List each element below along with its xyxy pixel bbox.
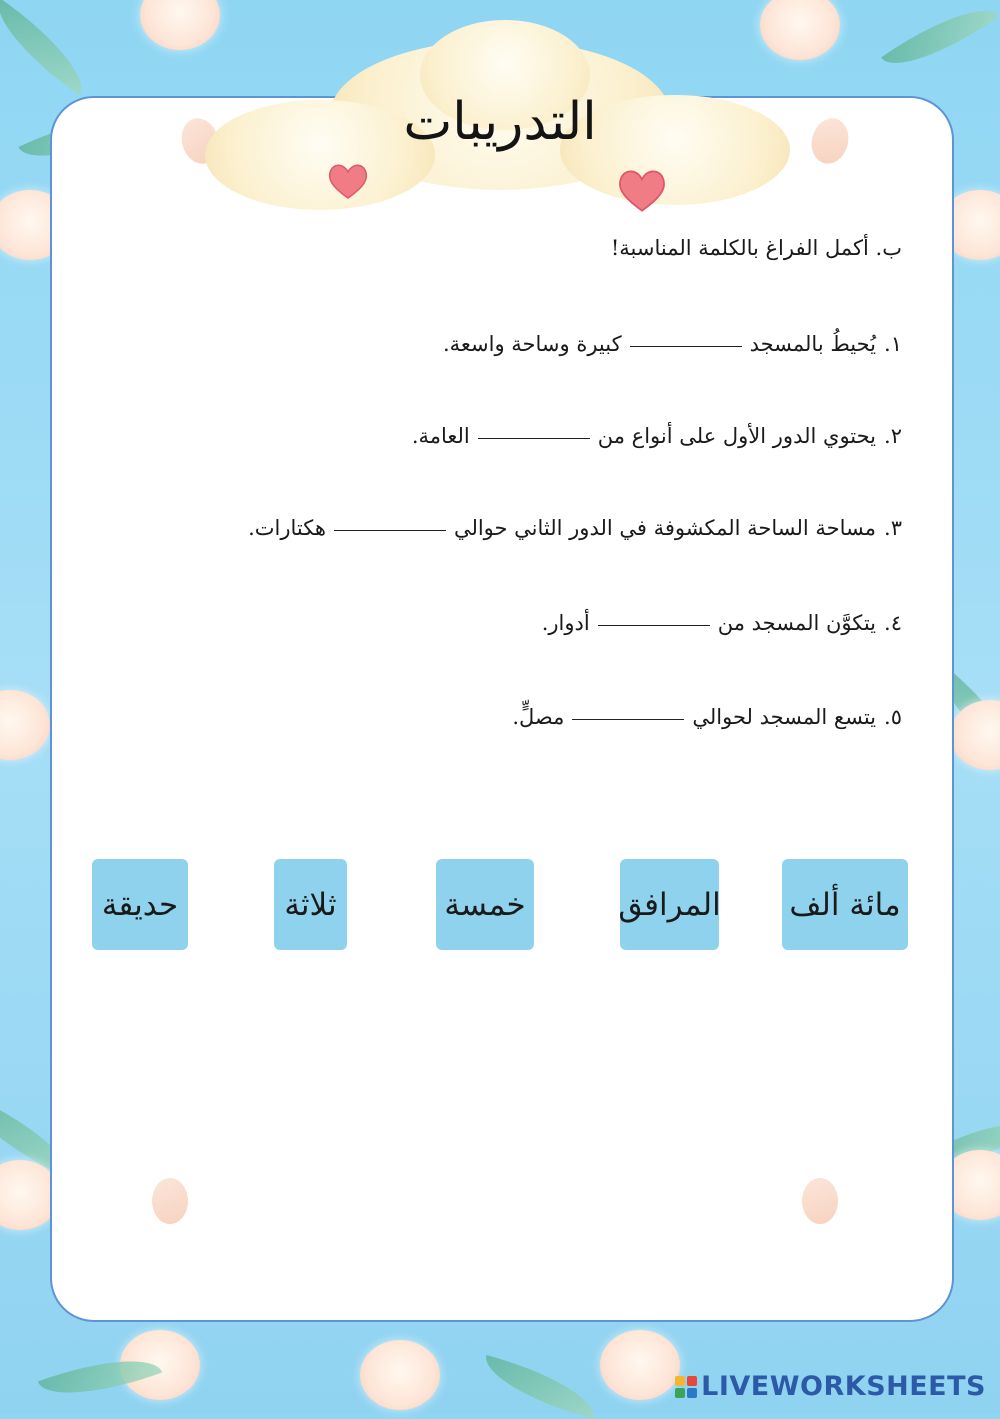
answer-blank-5[interactable] [572, 719, 684, 720]
answer-blank-2[interactable] [478, 438, 590, 439]
answer-blank-1[interactable] [630, 346, 742, 347]
instruction-text: ب. أكمل الفراغ بالكلمة المناسبة! [610, 236, 902, 260]
flower-decoration [360, 1340, 440, 1410]
flower-decoration [0, 690, 50, 760]
question-5: ٥.يتسع المسجد لحواليمصلٍّ. [512, 705, 902, 729]
page-title: التدريبات [403, 92, 597, 152]
word-chip[interactable]: المرافق [620, 859, 719, 950]
word-chip[interactable]: مائة ألف [782, 859, 908, 950]
question-4: ٤.يتكوَّن المسجد منأدوار. [541, 611, 902, 635]
heart-icon [612, 165, 672, 213]
word-chip[interactable]: حديقة [92, 859, 188, 950]
liveworksheets-icon [675, 1376, 697, 1398]
petal-decoration [802, 1178, 838, 1224]
leaf-decoration [0, 0, 99, 95]
petal-decoration [807, 114, 854, 168]
answer-blank-4[interactable] [598, 625, 710, 626]
flower-decoration [760, 0, 840, 60]
question-2: ٢.يحتوي الدور الأول على أنواع منالعامة. [411, 424, 902, 448]
leaf-decoration [478, 1355, 603, 1419]
liveworksheets-logo: LIVEWORKSHEETS [675, 1371, 986, 1402]
question-3: ٣.مساحة الساحة المكشوفة في الدور الثاني حواليهكتارات. [248, 516, 902, 540]
flower-decoration [950, 700, 1000, 770]
heart-icon [325, 160, 371, 200]
petal-decoration [152, 1178, 188, 1224]
flower-decoration [600, 1330, 680, 1400]
answer-blank-3[interactable] [334, 530, 446, 531]
word-chip[interactable]: خمسة [436, 859, 534, 950]
question-1: ١.يُحيطُ بالمسجدكبيرة وساحة واسعة. [442, 332, 902, 356]
leaf-decoration [881, 0, 999, 85]
flower-decoration [140, 0, 220, 50]
word-chip[interactable]: ثلاثة [274, 859, 347, 950]
